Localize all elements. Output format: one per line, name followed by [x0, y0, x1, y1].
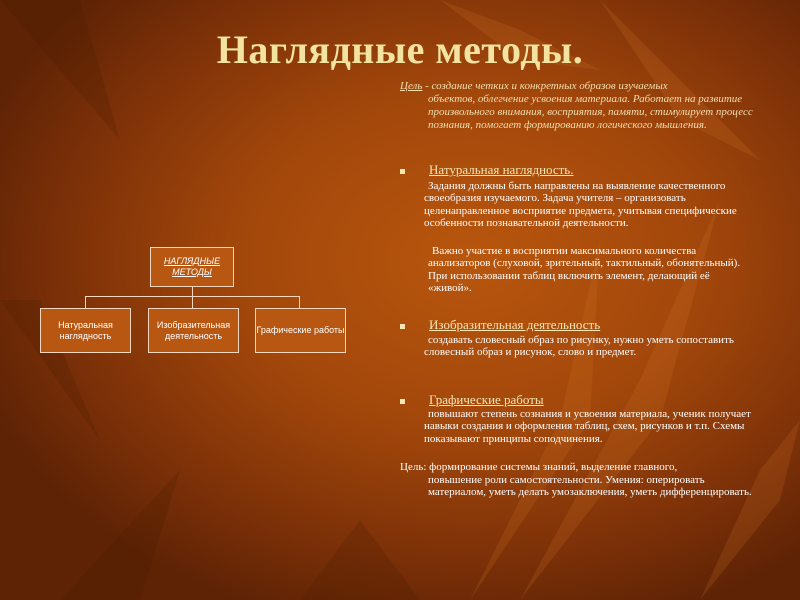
bullet-icon: [400, 169, 405, 174]
diagram-connector-left: [85, 296, 86, 308]
section-paragraph: Важно участие в восприятии максимального количества анализаторов (слуховой, зрительный, тактильный, обонятельный). При использовании таблиц включить элемент, делающий её «живой».: [428, 245, 741, 295]
diagram-child-box: Изобразительная деятельность: [148, 308, 239, 353]
section-heading: Графические работы: [400, 392, 544, 407]
goal-text: [400, 80, 760, 132]
section-heading: Изобразительная деятельность: [400, 317, 600, 332]
diagram-child-box: Графические работы: [255, 308, 346, 353]
bullet-icon: [400, 324, 405, 329]
diagram-child-box: Натуральная наглядность: [40, 308, 131, 353]
final-goal-rest: повышение роли самостоятельности. Умения: оперировать материалом, уметь делать умозаключения, уметь дифференцировать.: [428, 474, 752, 499]
section-paragraph: Задания должны быть направлены на выявление качественного своеобразия изучаемого. Задача учителя – организовать целенаправленное восприятие предмета, учитывая специфические особенности познавательной деятельности.: [424, 180, 737, 230]
bullet-icon: [400, 399, 405, 404]
diagram-connector-vertical: [192, 287, 193, 296]
diagram-connector-middle: [192, 296, 193, 308]
diagram-connector-right: [299, 296, 300, 308]
goal-rest: объектов, облегчение усвоения материала. Работает на развитие произвольного внимания, восприятия, памяти, стимулирует процесс познания, помогает формированию логического мышления.: [428, 93, 753, 131]
section-paragraph: создавать словесный образ по рисунку, нужно уметь сопоставить словесный образ и рисунок, слово и предмет.: [424, 334, 734, 359]
goal-label: Цель: [400, 80, 423, 92]
goal-first-line: - создание четких и конкретных образов изучаемых: [422, 80, 668, 92]
section-heading: Натуральная наглядность.: [400, 162, 573, 177]
section-paragraph: повышают степень сознания и усвоения материала, ученик получает навыки создания и оформления таблиц, схем, рисунков и т.п. Схемы показывают принципы соподчинения.: [424, 408, 751, 445]
page-title: Наглядные методы.: [216, 27, 584, 72]
final-goal-first-line: Цель: формирование системы знаний, выделение главного,: [400, 461, 678, 473]
diagram-root-box: НАГЛЯДНЫЕ МЕТОДЫ: [150, 247, 234, 287]
